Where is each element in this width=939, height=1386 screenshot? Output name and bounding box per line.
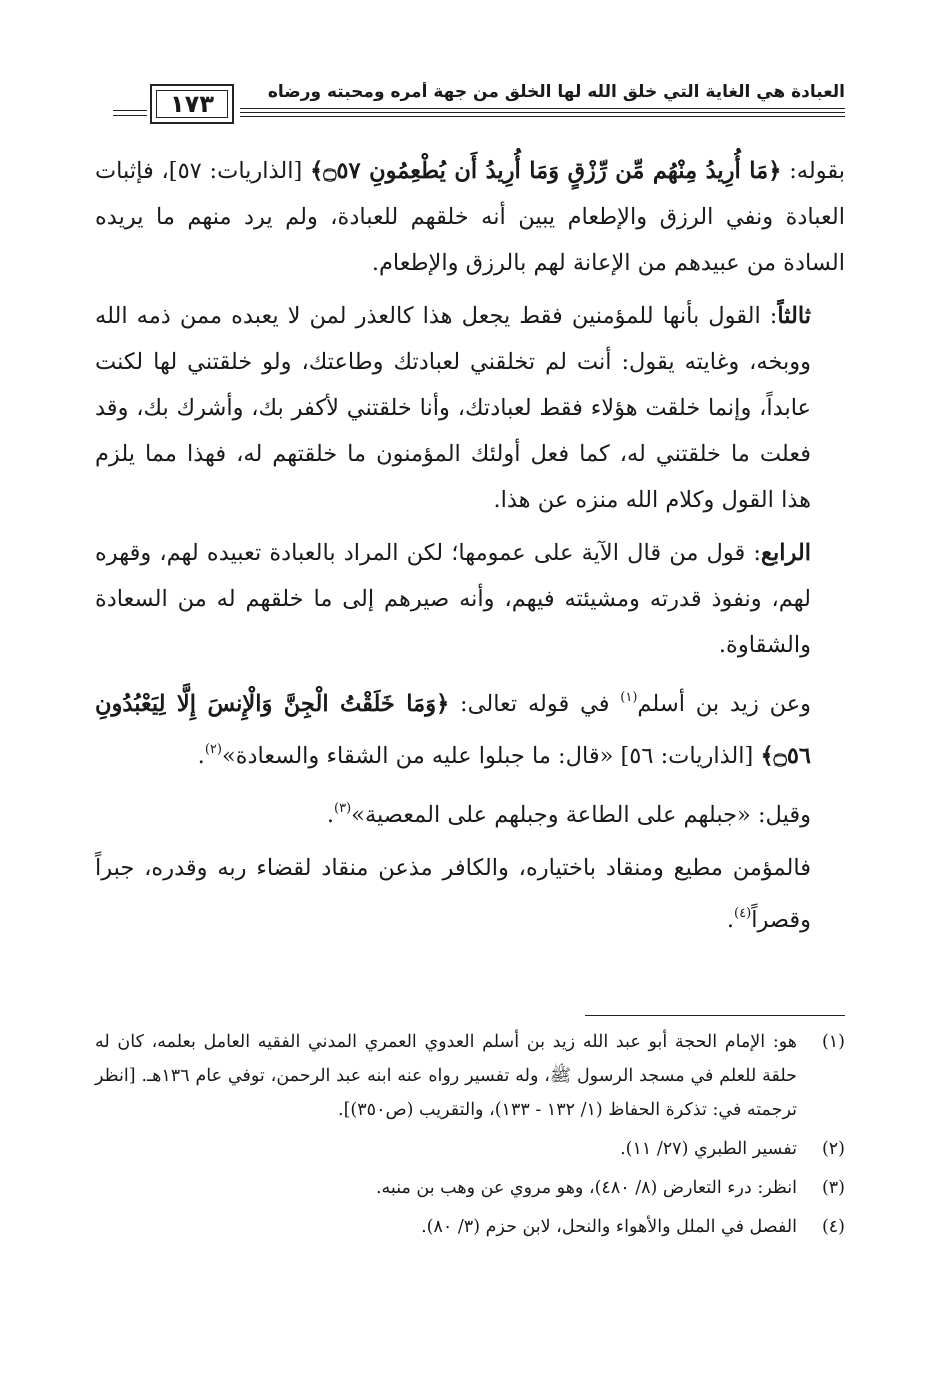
paragraph bbox=[95, 530, 845, 668]
footnote-ref[interactable]: (٤) bbox=[734, 906, 752, 921]
page-number-frame bbox=[150, 84, 234, 124]
header-rule bbox=[240, 108, 845, 109]
paragraph-lead: الرابع bbox=[760, 540, 811, 566]
footnote-number: (٣) bbox=[821, 1178, 845, 1198]
footnote bbox=[95, 1171, 845, 1205]
text-run: : قول من قال الآية على عمومها؛ لكن المراد بالعبادة تعبيده لهم، وقهره لهم، ونفوذ قدرته ومشيئته فيهم، وأنه صيرهم إلى ما خلقهم له من السعادة والشقاوة. bbox=[95, 540, 811, 658]
paragraph bbox=[95, 786, 845, 838]
footnote-ref[interactable]: (٢) bbox=[204, 742, 222, 757]
header-rule bbox=[240, 112, 845, 113]
text-run: في قوله تعالى: bbox=[449, 691, 621, 717]
text-run: [الذاريات: ٥٧]، فإثبات العبادة ونفي الرزق والإطعام يبين أنه خلقهم للعبادة، ولم يرد منهم ما يريده السادة من عبيدهم من الإعانة لهم بالرزق والإطعام. bbox=[95, 158, 845, 276]
paragraph bbox=[95, 845, 845, 943]
header-title: العبادة هي الغاية التي خلق الله لها الخلق من جهة أمره ومحبته ورضاه bbox=[267, 82, 845, 102]
paragraph bbox=[95, 148, 845, 286]
footnote-text: انظر: درء التعارض (٨/ ٤٨٠)، وهو مروي عن وهب بن منبه. bbox=[375, 1178, 797, 1198]
footnote bbox=[95, 1025, 845, 1127]
footnote-number: (١) bbox=[821, 1032, 845, 1052]
quran-verse: ﴿وَمَا خَلَقْتُ الْجِنَّ وَالْإِنسَ إِلَّا لِيَعْبُدُونِ ۝٥٦﴾ bbox=[95, 691, 811, 769]
footnote-text: تفسير الطبري (٢٧/ ١١). bbox=[620, 1139, 797, 1159]
header-left-rule bbox=[113, 110, 147, 111]
text-run: : القول بأنها للمؤمنين فقط يجعل هذا كالعذر لمن لا يعبده ممن ذمه الله ووبخه، وغايته يقول: أنت لم تخلقني لعبادتك وطاعتك، ولو خلقتني لها لكنت عابداً، وإنما خلقت هؤلاء فقط لعبادتك، وأنا خلقتني لأكفر بك، وأشرك بك، وقد فعلت ما خلقتني له، كما فعل أولئك المؤمنون ما خلقتهم له، فهذا مما يلزم هذا القول وكلام الله منزه عن هذا. bbox=[95, 303, 811, 513]
footnote-number: (٤) bbox=[821, 1217, 845, 1237]
footnote bbox=[95, 1210, 845, 1244]
page-number: ١٧٣ bbox=[156, 90, 228, 118]
footnote-ref[interactable]: (١) bbox=[620, 690, 638, 705]
footnote-text: الفصل في الملل والأهواء والنحل، لابن حزم (٣/ ٨٠). bbox=[421, 1217, 797, 1237]
footnote-text: هو: الإمام الحجة أبو عبد الله زيد بن أسلم العدوي العمري المدني الفقيه العامل بعلمه، كان له حلقة للعلم في مسجد الرسول ﷺ، وله تفسير رواه عنه ابنه عبد الرحمن، توفي عام ١٣٦هـ. [انظر ترجمته في: تذكرة الحفاظ (١/ ١٣٢ - ١٣٣)، والتقريب (ص٣٥٠)]. bbox=[95, 1032, 797, 1120]
footnote-number: (٢) bbox=[821, 1139, 845, 1159]
running-header bbox=[95, 70, 845, 130]
main-text bbox=[95, 148, 845, 950]
text-run: . bbox=[726, 907, 735, 933]
footnote-ref[interactable]: (٣) bbox=[334, 801, 352, 816]
text-run: فالمؤمن مطيع ومنقاد باختياره، والكافر مذعن منقاد لقضاء ربه وقدره، جبراً وقصراً bbox=[95, 855, 811, 933]
text-run: [الذاريات: ٥٦] «قال: ما جبلوا عليه من الشقاء والسعادة» bbox=[221, 743, 761, 769]
paragraph bbox=[95, 675, 845, 779]
text-run: بقوله: bbox=[781, 158, 845, 184]
footnote bbox=[95, 1132, 845, 1166]
text-run: . bbox=[197, 743, 205, 769]
footnotes bbox=[95, 1025, 845, 1249]
header-left-rule bbox=[113, 115, 147, 116]
text-run: . bbox=[326, 802, 335, 828]
header-rule bbox=[240, 116, 845, 117]
paragraph bbox=[95, 293, 845, 523]
footnote-separator bbox=[585, 1015, 845, 1016]
text-run: وقيل: «جبلهم على الطاعة وجبلهم على المعصية» bbox=[351, 802, 811, 828]
book-page bbox=[95, 70, 845, 1320]
quran-verse: ﴿مَا أُرِيدُ مِنْهُم مِّن رِّزْقٍ وَمَا أُرِيدُ أَن يُطْعِمُونِ ۝٥٧﴾ bbox=[310, 158, 782, 184]
paragraph-lead: ثالثاً bbox=[777, 303, 811, 329]
text-run: وعن زيد بن أسلم bbox=[637, 691, 811, 717]
